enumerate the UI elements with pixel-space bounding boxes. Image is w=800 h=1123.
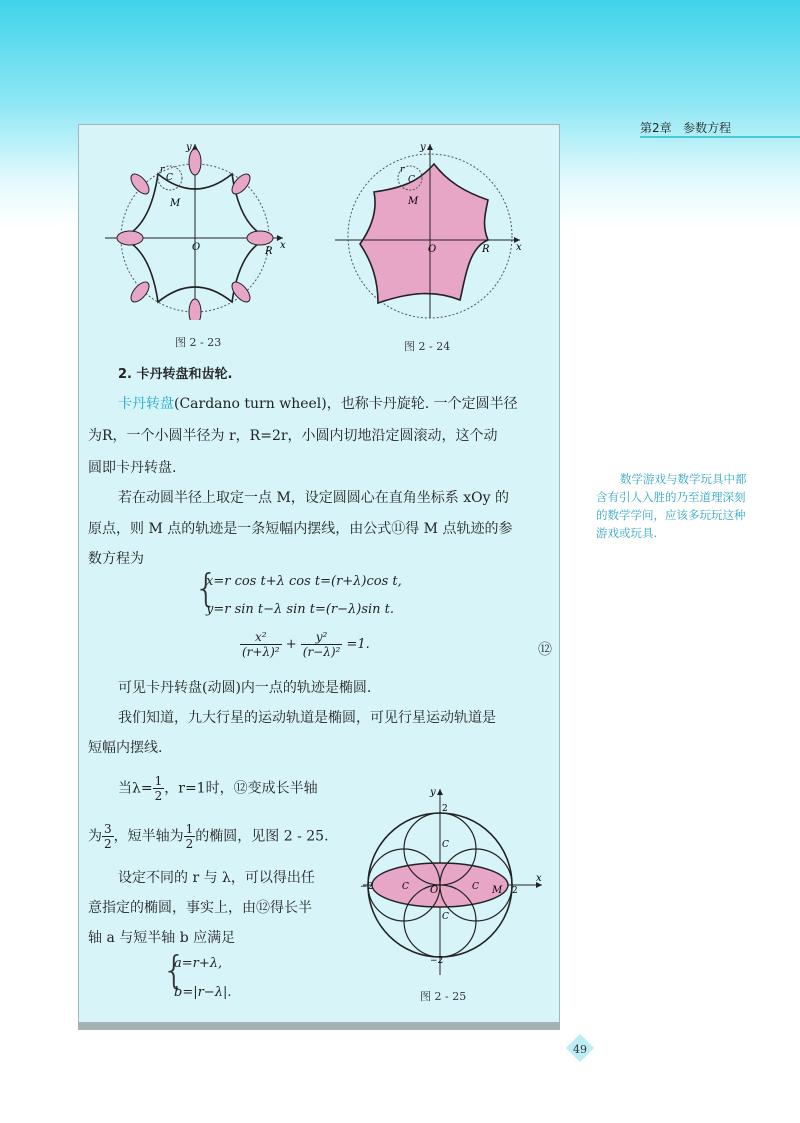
paragraph-5-line-1: 当λ= $\frac{1}{2}$ ，r=1时，⑫变成长半轴 xyxy=(118,774,318,803)
petal-top-left xyxy=(128,171,153,197)
header-rule xyxy=(640,136,800,138)
paragraph-2-line-3: 数方程为 xyxy=(88,551,144,567)
label-neg2-left: −2 xyxy=(360,882,374,892)
fraction-half-2: $\frac{1}{2}$ xyxy=(185,822,194,851)
label-x: x xyxy=(516,242,522,253)
label-c-top: C xyxy=(442,840,449,850)
label-r: r xyxy=(400,165,405,175)
label-c: C xyxy=(166,173,173,183)
label-m: M xyxy=(408,196,419,207)
label-r-big: R xyxy=(482,244,490,255)
petal-right xyxy=(247,231,273,245)
y-arrow xyxy=(437,789,443,795)
page-number: 49 xyxy=(566,1040,594,1060)
label-r: r xyxy=(160,165,165,175)
section-heading: 2. 卡丹转盘和齿轮. xyxy=(118,367,233,382)
label-m: M xyxy=(170,198,181,209)
paragraph-4-line-2: 短幅内摆线. xyxy=(88,740,163,756)
caption-fig-2-24: 图 2 - 24 xyxy=(404,340,451,353)
fraction-x: $\frac{\text{x²}}{\text{(r+λ)²}}$ xyxy=(242,630,280,659)
equation-x: x=r cos t+λ cos t=(r+λ)cos t, xyxy=(206,574,402,589)
y-arrow xyxy=(427,144,433,150)
ellipse-equation: $\frac{\text{x²}}{\text{(r+λ)²}}$ + $\frac{\text{y²}}{\text{(r−λ)²}}$ =1. xyxy=(242,630,370,659)
figure-2-24 xyxy=(330,140,530,320)
fraction-y: $\frac{\text{y²}}{\text{(r−λ)²}}$ xyxy=(302,630,341,659)
paragraph-6-line-1: 设定不同的 r 与 λ，可以得出任 xyxy=(118,870,315,886)
fraction-half: $\frac{1}{2}$ xyxy=(154,774,163,803)
paragraph-1-line-3: 圆即卡丹转盘. xyxy=(88,460,177,476)
label-2-top: 2 xyxy=(442,804,448,814)
label-2-right: 2 xyxy=(512,886,518,896)
chapter-number: 第2章 xyxy=(640,121,672,135)
term-cardano: 卡丹转盘 xyxy=(118,396,174,412)
chapter-title: 参数方程 xyxy=(683,121,732,135)
caption-fig-2-25: 图 2 - 25 xyxy=(420,990,467,1003)
label-y: y xyxy=(430,787,436,798)
equation-a: a=r+λ, xyxy=(174,956,223,971)
equation-b: b=|r−λ|. xyxy=(174,985,232,1000)
paragraph-6-line-3: 轴 a 与短半轴 b 应满足 xyxy=(88,930,236,946)
label-o: O xyxy=(428,244,437,255)
label-o: O xyxy=(430,885,439,896)
label-c: C xyxy=(408,175,415,185)
pentagon-curve xyxy=(360,164,488,303)
equation-number-12: ⑫ xyxy=(538,642,552,658)
label-y: y xyxy=(420,142,426,153)
left-brace-2: { xyxy=(162,948,187,992)
label-c-left: C xyxy=(402,882,409,892)
paragraph-2-line-2: 原点，则 M 点的轨迹是一条短幅内摆线，由公式⑪得 M 点轨迹的参 xyxy=(88,521,513,537)
paragraph-1-line-2: 为R，一个小圆半径为 r，R=2r，小圆内切地沿定圆滚动，这个动 xyxy=(88,428,498,444)
label-neg2-bottom: −2 xyxy=(430,956,444,966)
paragraph-4-line-1: 我们知道，九大行星的运动轨道是椭圆，可见行星运动轨道是 xyxy=(118,710,496,726)
paragraph-1-line-1: 卡丹转盘(Cardano turn wheel)，也称卡丹旋轮. 一个定圆半径 xyxy=(118,396,518,412)
chapter-header xyxy=(640,119,731,136)
equation-y: y=r sin t−λ sin t=(r−λ)sin t. xyxy=(206,602,395,617)
paragraph-3: 可见卡丹转盘(动圆)内一点的轨迹是椭圆. xyxy=(118,680,372,696)
label-m: M xyxy=(492,885,503,896)
petal-bottom xyxy=(189,299,201,320)
label-c-bottom: C xyxy=(442,912,449,922)
label-r-big: R xyxy=(265,246,273,257)
fraction-three-half: $\frac{3}{2}$ xyxy=(104,822,112,851)
figure-2-23 xyxy=(100,140,290,320)
label-c-right: C xyxy=(472,882,479,892)
figure-2-25 xyxy=(360,785,550,980)
caption-fig-2-23: 图 2 - 23 xyxy=(175,336,222,349)
petal-bottom-left xyxy=(128,279,153,305)
label-o: O xyxy=(192,242,201,253)
margin-note: 数学游戏与数学玩具中都含有引人入胜的乃至道理深刻的数学学问，应该多玩玩这种游戏或玩具. xyxy=(596,472,747,540)
paragraph-5-line-2: 为 $\frac{3}{2}$ ，短半轴为 $\frac{1}{2}$ 的椭圆，见图 2 - 25. xyxy=(88,822,329,851)
label-x: x xyxy=(280,240,286,251)
panel-bottom-bar xyxy=(78,1022,560,1030)
label-x: x xyxy=(536,873,542,884)
left-brace: { xyxy=(194,566,219,610)
label-y: y xyxy=(186,142,192,153)
paragraph-2-line-1: 若在动圆半径上取定一点 M，设定圆圆心在直角坐标系 xOy 的 xyxy=(118,490,509,506)
petal-left xyxy=(117,231,143,245)
paragraph-6-line-2: 意指定的椭圆，事实上，由⑫得长半 xyxy=(88,900,312,916)
